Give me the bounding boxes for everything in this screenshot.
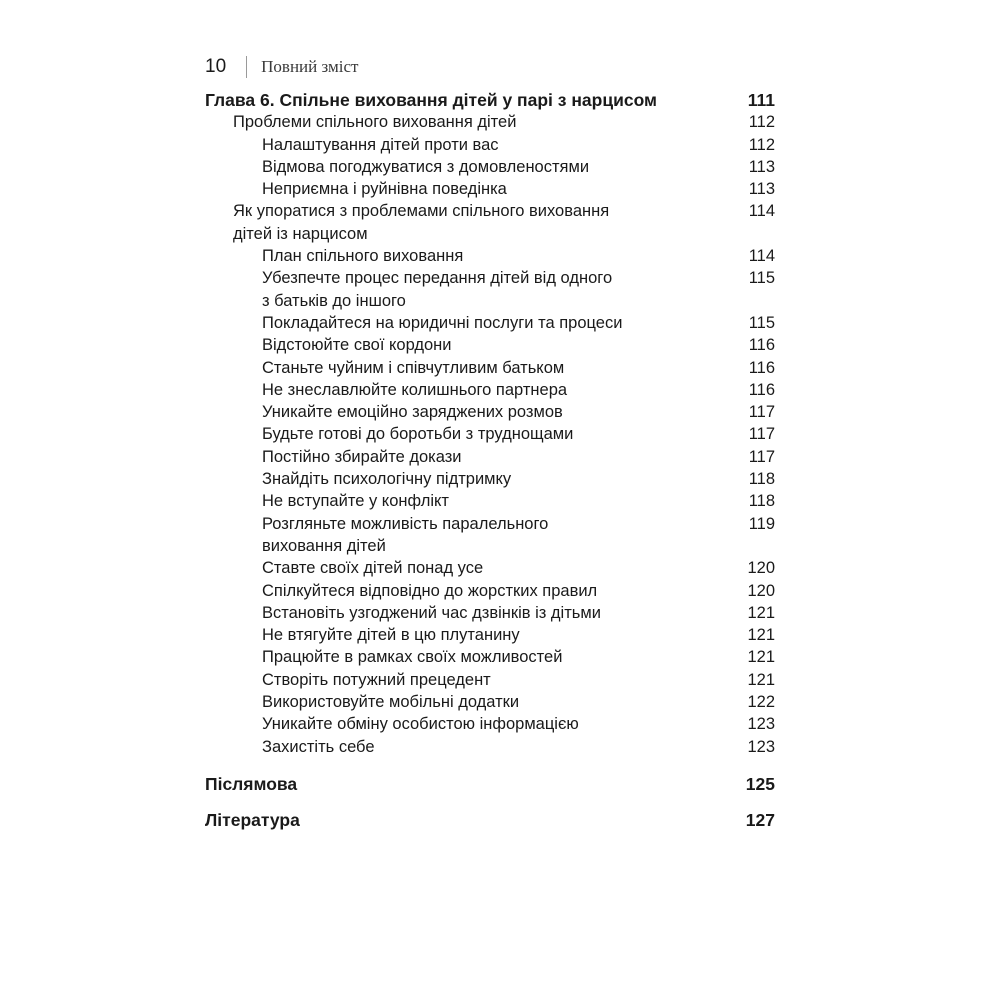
toc-entry[interactable] [205, 624, 775, 646]
toc-entry[interactable] [205, 646, 775, 668]
toc-entry[interactable] [205, 669, 775, 691]
toc-entry-title [262, 490, 735, 512]
toc-entry-title [262, 602, 735, 624]
toc-entry-page: 115 [748, 313, 775, 332]
toc-entry-title [262, 646, 735, 668]
header-divider [246, 56, 247, 78]
toc-entry-title [262, 401, 735, 423]
toc-entry-title-line: Відмова погоджуватися з домовленостями [262, 157, 590, 176]
toc-entry[interactable] [205, 111, 775, 133]
toc-entry-title [262, 580, 735, 602]
toc-entry-page: 116 [748, 358, 775, 377]
toc-entry-page: 123 [747, 715, 775, 734]
toc-entry[interactable] [205, 357, 775, 379]
toc-entry-title-line: Проблеми спільного виховання дітей [233, 113, 517, 132]
toc-entry-title [262, 379, 735, 401]
toc-entry-title-line: План спільного виховання [262, 247, 464, 266]
toc-entry[interactable] [205, 379, 775, 401]
toc-entry-title-line: Не вступайте у конфлікт [262, 492, 449, 511]
toc-entry-page: 118 [748, 470, 775, 489]
toc-entry-page: 117 [748, 403, 775, 422]
toc-entry-title [262, 156, 735, 178]
toc-entry-title-line: Покладайтеся на юридичні послуги та процеси [262, 313, 623, 332]
toc-entry[interactable] [205, 446, 775, 468]
toc-entry[interactable] [205, 423, 775, 445]
page-number: 10 [205, 56, 227, 77]
toc-entries [205, 111, 775, 758]
toc-entry-title-line: Неприємна і руйнівна поведінка [262, 180, 507, 199]
toc-entry-title-line: Будьте готові до боротьби з труднощами [262, 425, 574, 444]
toc-entry-title [262, 513, 735, 558]
toc-entry-page: 122 [747, 693, 775, 712]
toc-entry[interactable] [205, 200, 775, 245]
toc-entry-title-line: Постійно збирайте докази [262, 447, 462, 466]
toc-entry-page: 123 [747, 737, 775, 756]
toc-entry-title [262, 557, 735, 579]
toc-entry[interactable] [205, 156, 775, 178]
toc-entry[interactable] [205, 713, 775, 735]
toc-entry[interactable] [205, 178, 775, 200]
toc-entry-title [262, 245, 735, 267]
toc-entry-page: 119 [748, 514, 775, 533]
toc-entry-title-line: Знайдіть психологічну підтримку [262, 470, 512, 489]
toc-entry-page: 115 [748, 269, 775, 288]
toc-entry-page: 113 [748, 180, 775, 199]
toc-spacer [205, 796, 775, 808]
toc-entry-title [233, 111, 735, 133]
toc-entry-title [262, 423, 735, 445]
toc-entry[interactable] [205, 490, 775, 512]
toc-afterword-page: 125 [745, 773, 775, 794]
toc-entry-title-line: Уникайте емоційно заряджених розмов [262, 403, 563, 422]
toc-entry-page: 120 [747, 581, 775, 600]
toc-entry-page: 118 [748, 492, 775, 511]
toc-entry-page: 121 [747, 626, 775, 645]
toc-entry-page: 113 [748, 157, 775, 176]
toc-references-title: Література [205, 809, 300, 830]
toc-entry-title-line: Не втягуйте дітей в цю плутанину [262, 626, 520, 645]
toc-entry-title [262, 267, 735, 312]
page-header [205, 56, 358, 78]
toc-afterword-title: Післямова [205, 773, 298, 794]
toc-entry[interactable] [205, 401, 775, 423]
toc-entry-page: 121 [747, 648, 775, 667]
toc-entry-title-line: Уникайте обміну особистою інформацією [262, 715, 579, 734]
toc-entry-title-line: Ставте своїх дітей понад усе [262, 559, 484, 578]
toc-entry-page: 121 [747, 670, 775, 689]
toc-entry-title [262, 669, 735, 691]
toc-references-page: 127 [745, 809, 775, 830]
toc-entry-page: 114 [748, 202, 775, 221]
toc-entry[interactable] [205, 691, 775, 713]
toc-entry-title-line: виховання дітей [262, 536, 386, 555]
toc-entry-page: 116 [748, 380, 775, 399]
toc-entry-title-line: дітей із нарцисом [233, 224, 368, 243]
toc-entry-title-line: Створіть потужний прецедент [262, 670, 491, 689]
toc-entry[interactable] [205, 468, 775, 490]
toc-entry-title-line: Встановіть узгоджений час дзвінків із дітьми [262, 603, 601, 622]
toc-entry-title [233, 200, 735, 245]
toc-entry-title-line: Відстоюйте свої кордони [262, 336, 452, 355]
toc-entry[interactable] [205, 736, 775, 758]
toc-entry-title-line: Налаштування дітей проти вас [262, 135, 499, 154]
toc-entry-title [262, 312, 735, 334]
toc-entry-title [262, 446, 735, 468]
toc-spacer [205, 758, 775, 772]
toc-entry-title-line: з батьків до іншого [262, 291, 406, 310]
toc-entry-title [262, 691, 735, 713]
toc-entry[interactable] [205, 134, 775, 156]
toc-chapter-title: Глава 6. Спільне виховання дітей у парі з нарцисом [205, 90, 657, 110]
toc-entry[interactable] [205, 312, 775, 334]
toc-entry-title-line: Не знеславлюйте колишнього партнера [262, 380, 568, 399]
toc-entry-page: 117 [748, 447, 775, 466]
toc-entry-title [262, 468, 735, 490]
toc-entry-page: 117 [748, 425, 775, 444]
toc-afterword-row[interactable] [205, 772, 775, 796]
toc-entry-title-line: Працюйте в рамках своїх можливостей [262, 648, 563, 667]
toc-entry-title-line: Розгляньте можливість паралельного [262, 514, 549, 533]
toc-entry[interactable] [205, 513, 775, 558]
toc-chapter-page: 111 [747, 90, 775, 110]
toc-entry-title [262, 624, 735, 646]
toc-entry[interactable] [205, 557, 775, 579]
toc-references-row[interactable] [205, 808, 775, 832]
toc-entry-page: 116 [748, 336, 775, 355]
toc-entry-title-line: Убезпечте процес передання дітей від одного [262, 269, 613, 288]
toc-entry[interactable] [205, 334, 775, 356]
toc-entry-title [262, 736, 735, 758]
toc-entry-title [262, 357, 735, 379]
toc-entry-page: 121 [747, 603, 775, 622]
toc-entry-page: 112 [748, 135, 775, 154]
toc-entry-title [262, 134, 735, 156]
table-of-contents [205, 89, 775, 832]
toc-entry-title [262, 334, 735, 356]
toc-entry-page: 120 [747, 559, 775, 578]
toc-entry-title [262, 178, 735, 200]
toc-entry-title [262, 713, 735, 735]
running-title: Повний зміст [261, 57, 359, 76]
toc-entry[interactable] [205, 580, 775, 602]
toc-entry[interactable] [205, 245, 775, 267]
toc-entry[interactable] [205, 602, 775, 624]
toc-entry-page: 114 [748, 247, 775, 266]
toc-entry-title-line: Спілкуйтеся відповідно до жорстких правил [262, 581, 598, 600]
toc-chapter-row[interactable] [205, 89, 775, 111]
toc-entry-title-line: Як упоратися з проблемами спільного виховання [233, 202, 610, 221]
toc-entry-title-line: Станьте чуйним і співчутливим батьком [262, 358, 565, 377]
toc-entry[interactable] [205, 267, 775, 312]
toc-entry-title-line: Захистіть себе [262, 737, 375, 756]
toc-entry-title-line: Використовуйте мобільні додатки [262, 693, 520, 712]
toc-entry-page: 112 [748, 113, 775, 132]
